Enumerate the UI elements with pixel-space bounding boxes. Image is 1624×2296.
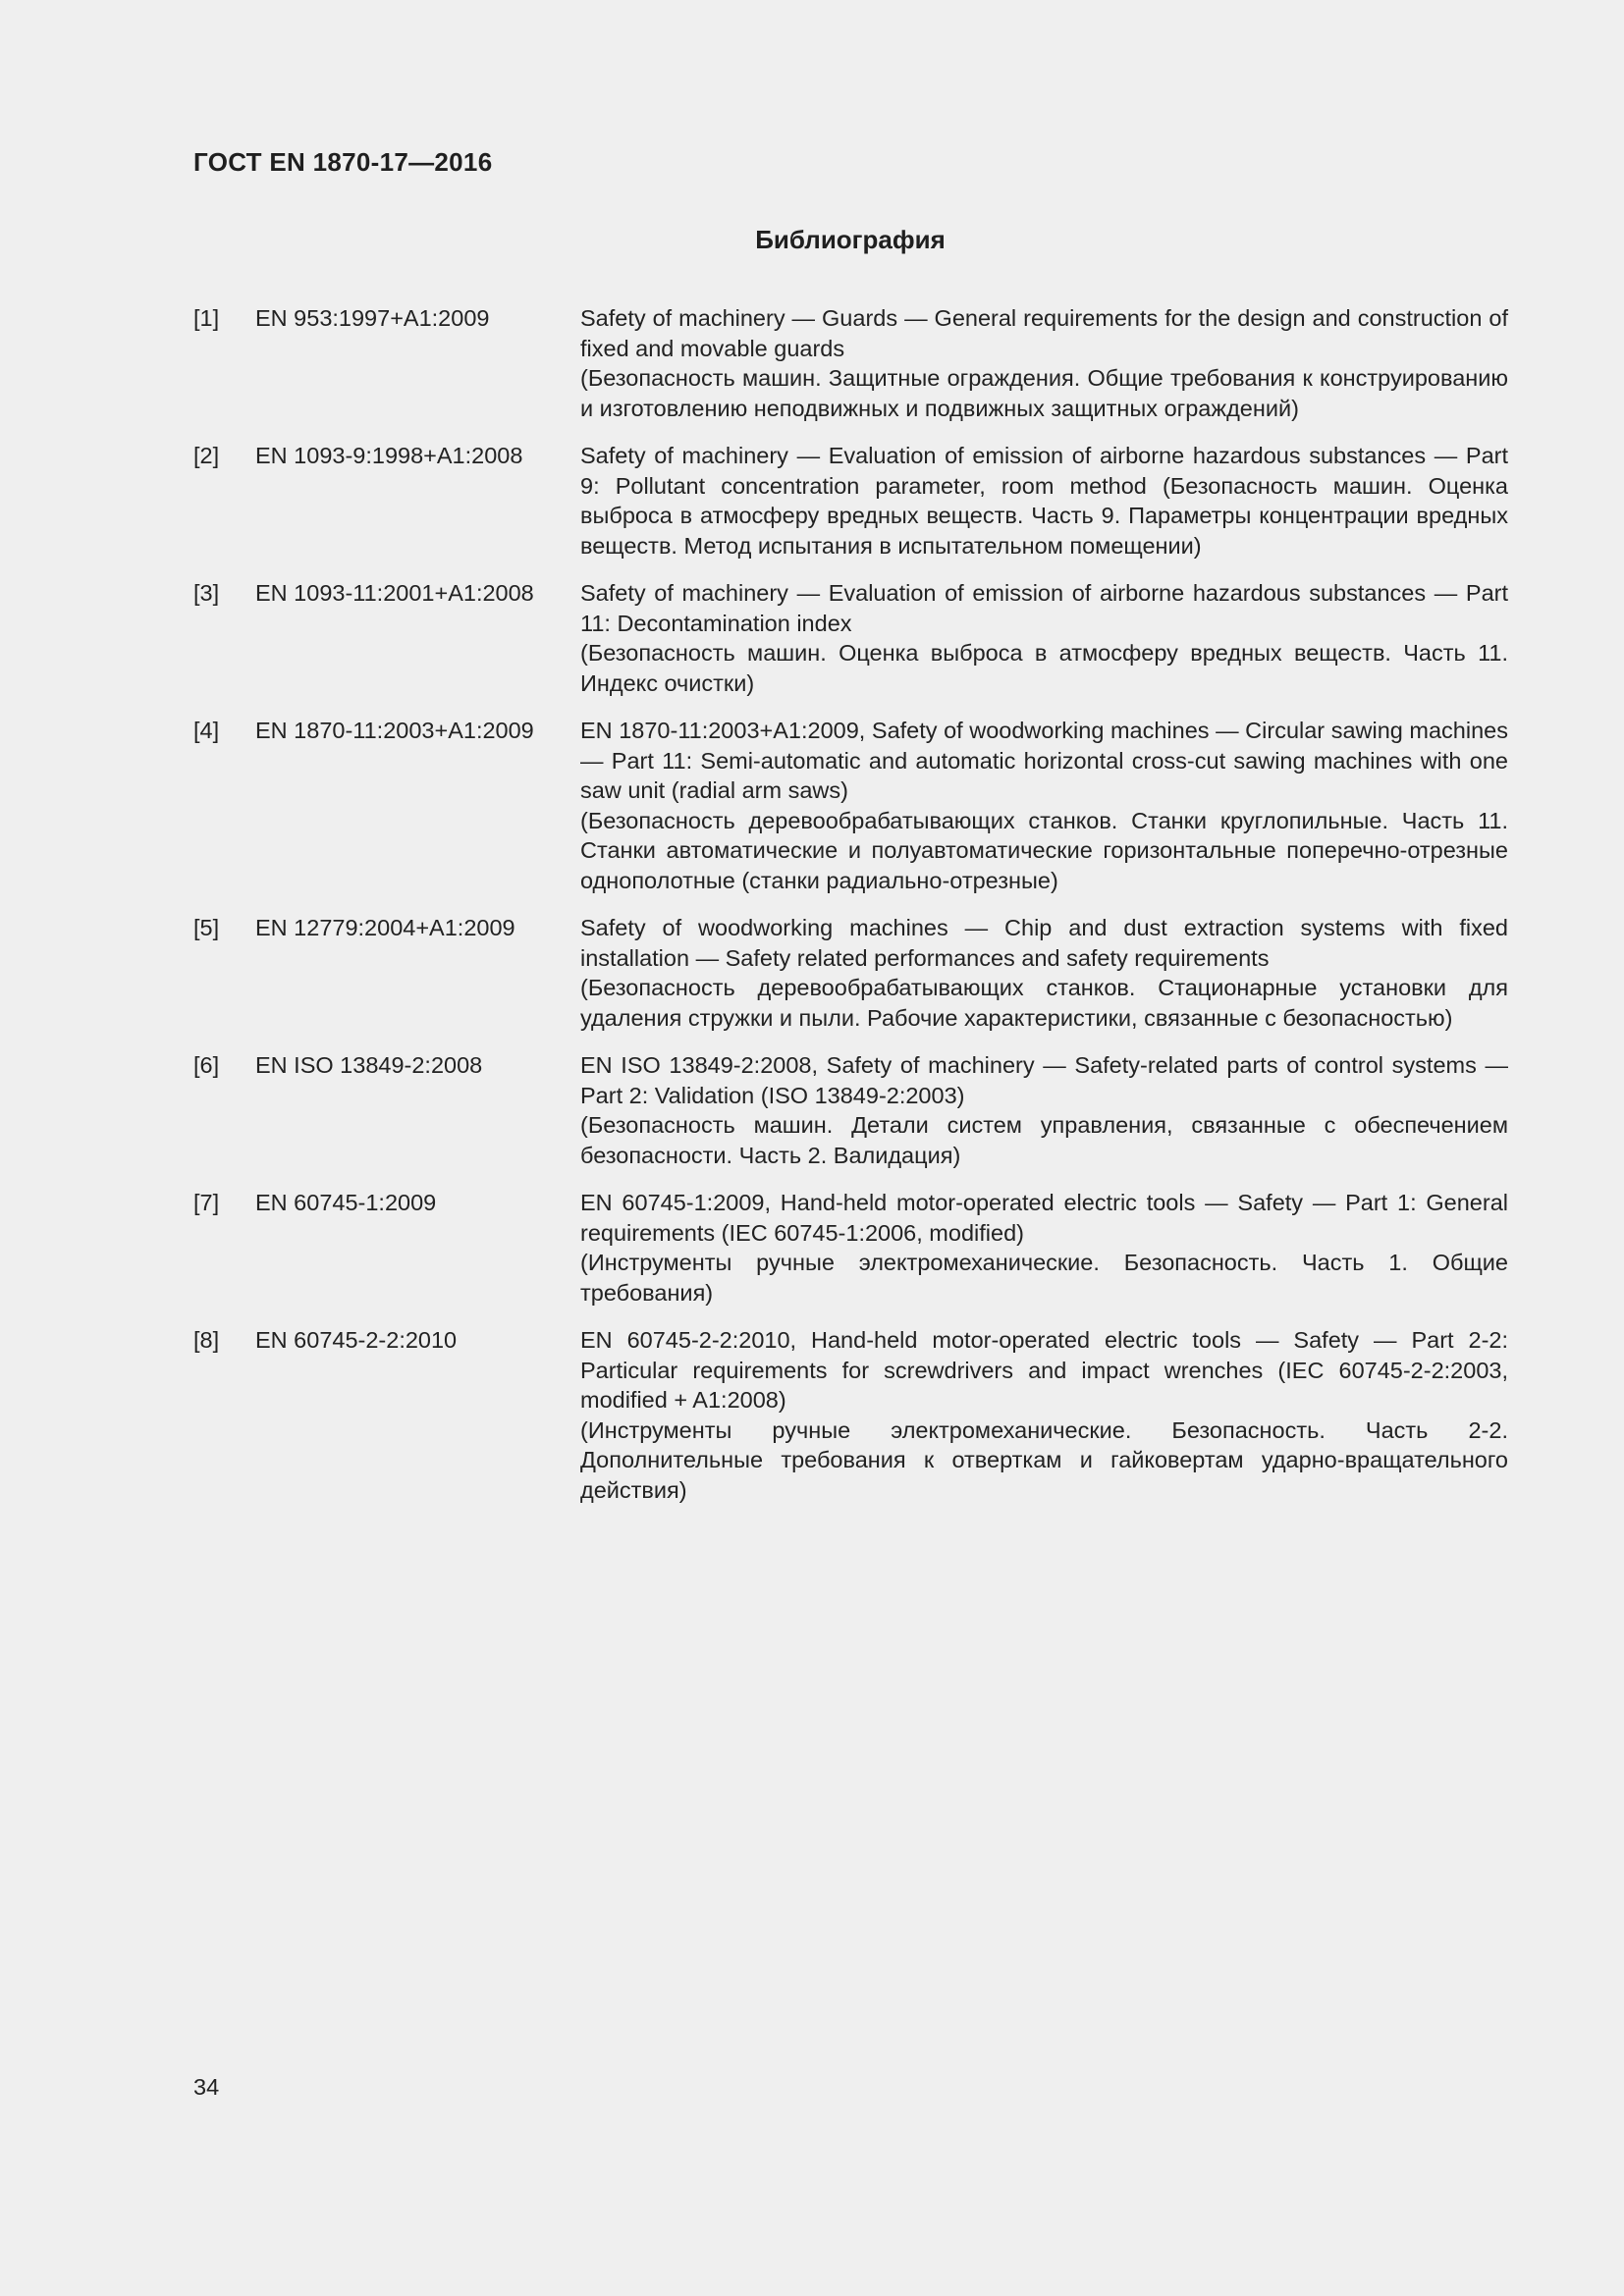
bibliography-list [193,303,1508,1522]
bibliography-entry-1 [193,303,1508,423]
entry-description [580,716,1508,895]
entry-standard-code: EN ISO 13849-2:2008 [255,1052,483,1078]
bibliography-entry-4 [193,716,1508,895]
entry-standard-code: EN 1093-11:2001+A1:2008 [255,580,534,606]
entry-russian-title: (Безопасность деревообрабатывающих станков. Станки круглопильные. Часть 11. Станки автоматические и полуавтоматические горизонтальные поперечно-отрезные однополотные (станки радиально-отрезные) [580,807,1508,893]
entry-russian-title: (Безопасность машин. Детали систем управления, связанные с обеспечением безопасности. Часть 2. Валидация) [580,1112,1508,1168]
entry-english-title: Safety of woodworking machines — Chip and dust extraction systems with fixed installation — Safety related performances and safety requirements [580,915,1508,971]
entry-russian-title: (Инструменты ручные электромеханические. Безопасность. Часть 2-2. Дополнительные требования к отверткам и гайковертам ударно-вращательного действия) [580,1416,1508,1503]
entry-english-title: Safety of machinery — Evaluation of emission of airborne hazardous substances — Part 9: Pollutant concentration parameter, room method (Безопасность машин. Оценка выброса в атмосферу вредных веществ. Часть 9. Параметры концентрации вредных веществ. Метод испытания в испытательном помещении) [580,443,1508,559]
entry-standard-code: EN 1870-11:2003+A1:2009 [255,718,534,743]
entry-number: [3] [193,580,220,606]
entry-description [580,1050,1508,1170]
document-header: ГОСТ EN 1870-17—2016 [193,147,493,177]
entry-english-title: EN 60745-1:2009, Hand-held motor-operated electric tools — Safety — Part 1: General requirements (IEC 60745-1:2006, modified) [580,1190,1508,1246]
entry-number: [4] [193,718,220,743]
entry-description [580,441,1508,561]
entry-standard-code: EN 60745-2-2:2010 [255,1327,458,1353]
entry-number: [2] [193,443,220,468]
entry-number: [5] [193,915,220,940]
bibliography-entry-2 [193,441,1508,561]
entry-russian-title: (Безопасность деревообрабатывающих станков. Стационарные установки для удаления стружки и пыли. Рабочие характеристики, связанные с безопасностью) [580,975,1508,1031]
entry-english-title: EN 60745-2-2:2010, Hand-held motor-operated electric tools — Safety — Part 2-2: Particular requirements for screwdrivers and impact wrenches (IEC 60745-2-2:2003, modified + A1:2008) [580,1327,1508,1413]
entry-standard-code: EN 953:1997+A1:2009 [255,305,490,331]
bibliography-entry-7 [193,1188,1508,1308]
entry-english-title: Safety of machinery — Guards — General requirements for the design and construction of fixed and movable guards [580,305,1508,361]
entry-description [580,1188,1508,1308]
section-title: Библиография [755,225,946,254]
entry-number: [1] [193,305,220,331]
entry-english-title: EN 1870-11:2003+A1:2009, Safety of woodworking machines — Circular sawing machines — Part 11: Semi-automatic and automatic horizontal cross-cut sawing machines with one saw unit (radial arm saws) [580,718,1508,803]
entry-number: [8] [193,1327,220,1353]
entry-standard-code: EN 1093-9:1998+A1:2008 [255,443,523,468]
entry-number: [6] [193,1052,220,1078]
bibliography-entry-6 [193,1050,1508,1170]
entry-russian-title: (Безопасность машин. Защитные ограждения. Общие требования к конструированию и изготовлению неподвижных и подвижных защитных ограждений) [580,365,1508,421]
entry-description [580,578,1508,698]
entry-description [580,913,1508,1033]
bibliography-entry-5 [193,913,1508,1033]
entry-description [580,303,1508,423]
page-number: 34 [193,2074,220,2100]
entry-number: [7] [193,1190,220,1215]
entry-standard-code: EN 60745-1:2009 [255,1190,437,1215]
entry-description [580,1325,1508,1505]
bibliography-entry-3 [193,578,1508,698]
bibliography-entry-8 [193,1325,1508,1505]
entry-standard-code: EN 12779:2004+A1:2009 [255,915,515,940]
entry-english-title: Safety of machinery — Evaluation of emission of airborne hazardous substances — Part 11: Decontamination index [580,580,1508,636]
entry-russian-title: (Инструменты ручные электромеханические. Безопасность. Часть 1. Общие требования) [580,1250,1508,1306]
entry-english-title: EN ISO 13849-2:2008, Safety of machinery — Safety-related parts of control systems — Part 2: Validation (ISO 13849-2:2003) [580,1052,1508,1108]
entry-russian-title: (Безопасность машин. Оценка выброса в атмосферу вредных веществ. Часть 11. Индекс очистки) [580,640,1508,696]
